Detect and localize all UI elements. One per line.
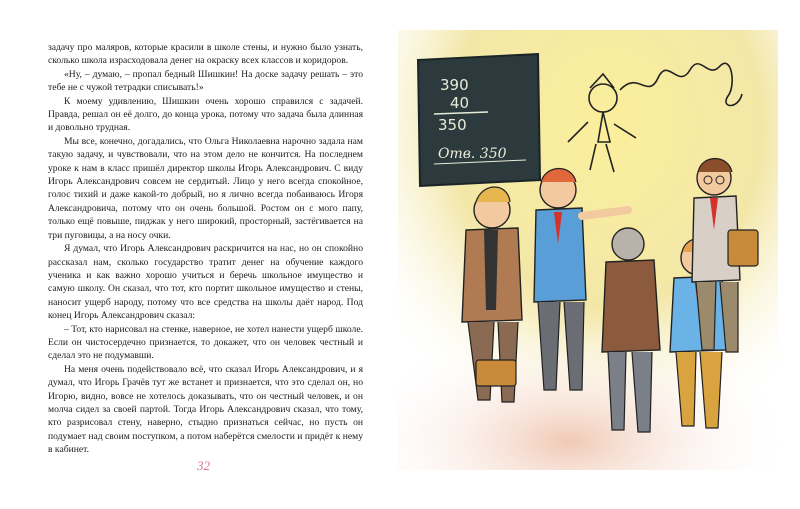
board-line-2: 40 (450, 94, 470, 112)
paragraph-7: На меня очень подействовало всё, что сказал Игорь Александрович, и я думал, что Игорь Грачёв тут же встанет и признается, что это сделал он, но Игорю, видно, вовсе не хотелось доказывать, что он честный человек, и он молча сидел за своей партой. Тогда Игорь Александрович сказал, что тому, кто разрисовал стену, наверно, стыдно признаться сейчас, но пусть он подумает над своим поступком, а потом наберётся смелости и придёт к нему в кабинет. (48, 363, 363, 456)
paragraph-5: Я думал, что Игорь Александрович раскричится на нас, но он спокойно рассказал нам, сколько государство тратит денег на обучение каждого ученика и как важно хорошо учиться и беречь школьное имущество и самую школу. Он сказал, что тот, кто портит школьное имущество и стены, наносит ущерб народу, потому что все средства на школы даёт народ. Под конец Игорь Александрович сказал: (48, 243, 363, 322)
paragraph-2: «Ну, – думаю, – пропал бедный Шишкин! На доске задачу решать – это тебе не с чужой тетрадки списывать!» (48, 68, 363, 94)
briefcase-left (476, 360, 516, 386)
paragraph-4: Мы все, конечно, догадались, что Ольга Николаевна нарочно задала нам такую задачу, и чувствовали, что на этом дело не кончится. На последнем уроке к нам в класс пришёл директор школы Игорь Александрович. С виду Игорь Александрович совсем не сердитый. Лицо у него всегда спокойное, голос тихий и даже какой-то добрый, но я лично всегда побаиваюсь Игоря Александровича, потому что он очень большой. Ростом он с мого папу, только ещё повыше, пиджак у него широкий, просторный, застёгивается на три пуговицы, а на носу очки. (48, 135, 363, 241)
board-line-3: 350 (438, 116, 467, 134)
board-line-1: 390 (440, 76, 469, 94)
page-number: 32 (197, 458, 210, 473)
illustration-schoolboys (398, 30, 778, 470)
blackboard (418, 54, 540, 186)
body-text (48, 41, 363, 457)
briefcase-right (728, 230, 758, 266)
board-line-4: Отв. 350 (438, 146, 507, 162)
paragraph-3: К моему удивлению, Шишкин очень хорошо справился с задачей. Правда, решал он её долго, до конца урока, потому что задача была длинная и довольно трудная. (48, 95, 363, 134)
paragraph-6: – Тот, кто нарисовал на стенке, наверное, не хотел нанести ущерб школе. Если он чистосердечно признается, то докажет, что он человек честный и сделал это не подумавши. (48, 323, 363, 362)
paragraph-1: задачу про маляров, которые красили в школе стены, и нужно было узнать, сколько школа израсходовала денег на окраску всех классов и коридоров. (48, 42, 363, 67)
